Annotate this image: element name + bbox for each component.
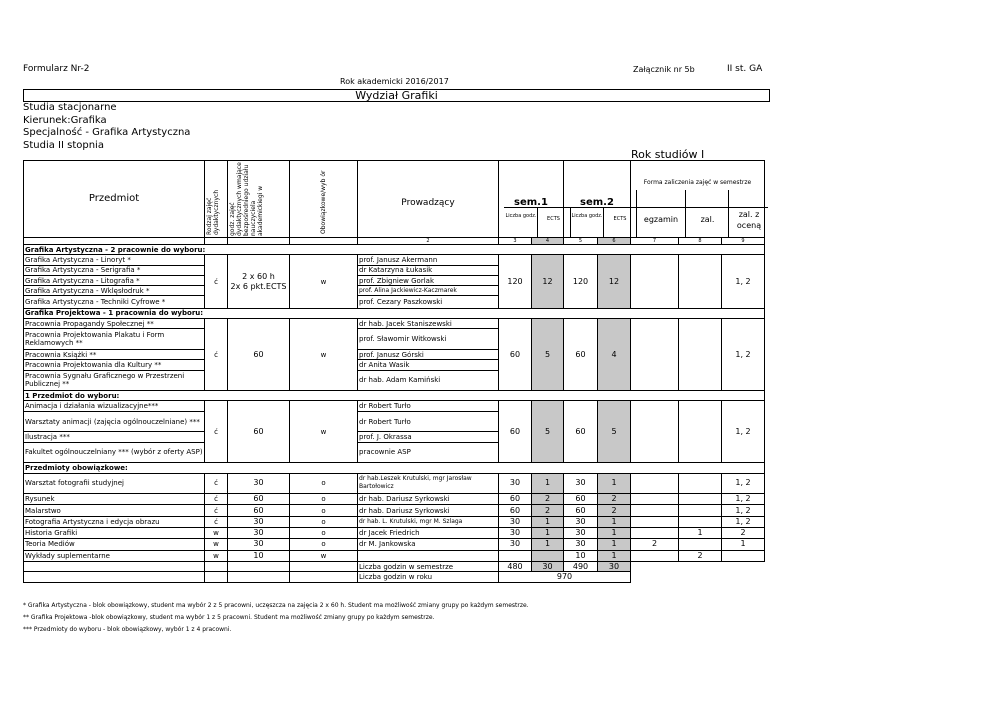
sem2-ects: 1 xyxy=(598,550,631,561)
class-hours: 30 xyxy=(228,473,290,494)
obligatory-flag: w xyxy=(290,401,358,463)
sem2-hours: 30 xyxy=(564,528,598,539)
subject-name: Pracownia Książki ** xyxy=(24,349,205,359)
class-type: ć xyxy=(205,494,228,505)
sem1-ects: 5 xyxy=(532,401,564,463)
header-sem2: sem.2 xyxy=(564,161,631,238)
sem2-hours-header: Liczba godz. xyxy=(571,213,603,219)
exam-cell xyxy=(631,494,679,505)
subject-name: Fakultet ogólnouczelniany *** (wybór z oferty ASP) xyxy=(24,442,205,463)
sem2-ects: 2 xyxy=(598,505,631,516)
empty-cell xyxy=(228,572,290,582)
exam-cell xyxy=(631,516,679,527)
subject-name: Pracownia Sygnału Graficznego w Przestrzeni Publicznej ** xyxy=(24,370,205,391)
class-type: ć xyxy=(205,255,228,308)
exam-cell: 2 xyxy=(631,539,679,550)
grade-cell: 1, 2 xyxy=(722,516,765,527)
pass-cell xyxy=(679,505,722,516)
sem1-hours: 120 xyxy=(499,255,532,308)
grade-header: zal. z oceną xyxy=(736,210,762,230)
year-total-label: Liczba godzin w roku xyxy=(358,572,499,582)
obligatory-flag: w xyxy=(290,319,358,391)
class-type: w xyxy=(205,528,228,539)
sem2-ects: 1 xyxy=(598,516,631,527)
exam-cell xyxy=(631,401,679,463)
subject-name: Teoria Mediów xyxy=(24,539,205,550)
empty-cell xyxy=(290,572,358,582)
group-title: Przedmioty obowiązkowe: xyxy=(24,463,765,473)
pass-cell: 2 xyxy=(679,550,722,561)
sem1-ects: 2 xyxy=(532,505,564,516)
teacher-name: prof. Alina Jackiewicz-Kaczmarek xyxy=(358,286,499,296)
subject-name: Fotografia Artystyczna i edycja obrazu xyxy=(24,516,205,527)
academic-year: Rok akademicki 2016/2017 xyxy=(340,77,449,86)
sem1-ects: 12 xyxy=(532,255,564,308)
teacher-name: prof. Sławomir Witkowski xyxy=(358,329,499,350)
sem2-ects: 5 xyxy=(598,401,631,463)
exam-cell xyxy=(631,528,679,539)
exam-header: egzamin xyxy=(643,215,679,224)
exam-cell xyxy=(631,550,679,561)
header-teacher: Prowadzący xyxy=(358,161,499,238)
column-number: 2 xyxy=(358,238,499,245)
teacher-name: dr hab. L. Krutulski, mgr M. Szlaga xyxy=(358,516,499,527)
year-of-study: Rok studiów I xyxy=(631,148,705,161)
class-type: w xyxy=(205,539,228,550)
grade-cell: 1, 2 xyxy=(722,255,765,308)
footnote-2: ** Grafika Projektowa -blok obowiązkowy, student ma wybór 1 z 5 pracowni. Student ma możliwość zmiany grupy po każdym semestrze. xyxy=(23,614,435,621)
table-row xyxy=(24,539,765,550)
sem2-ects-header: ECTS xyxy=(613,216,627,222)
teacher-name: prof. Janusz Górski xyxy=(358,349,499,359)
teacher-name: dr M. Jankowska xyxy=(358,539,499,550)
sem1-hours: 60 xyxy=(499,319,532,391)
obligatory-flag: o xyxy=(290,494,358,505)
teacher-name: dr Robert Turło xyxy=(358,411,499,432)
teacher-name: prof. J. Okrassa xyxy=(358,432,499,442)
column-number: 5 xyxy=(564,238,598,245)
grade-cell: 1 xyxy=(722,539,765,550)
header-subject: Przedmiot xyxy=(24,161,205,238)
subject-name: Grafika Artystyczna - Litografia * xyxy=(24,275,205,285)
subject-name: Grafika Artystyczna - Wklęsłodruk * xyxy=(24,286,205,296)
teacher-name: dr Katarzyna Łukasik xyxy=(358,265,499,275)
teacher-name: dr hab. Dariusz Syrkowski xyxy=(358,505,499,516)
pass-header: zal. xyxy=(700,215,715,224)
sem2-hours: 120 xyxy=(564,255,598,308)
class-hours: 2 x 60 h 2x 6 pkt.ECTS xyxy=(228,255,290,308)
class-hours: 30 xyxy=(228,528,290,539)
class-type: ć xyxy=(205,401,228,463)
grade-cell: 1, 2 xyxy=(722,401,765,463)
sem1-ects: 1 xyxy=(532,516,564,527)
sem2-hours: 10 xyxy=(564,550,598,561)
year-total-hours: 970 xyxy=(499,572,631,582)
study-level: II st. GA xyxy=(727,64,763,74)
sem1-hours xyxy=(499,550,532,561)
sem2-hours: 30 xyxy=(564,473,598,494)
obligatory-flag: w xyxy=(290,255,358,308)
attachment-number: Załącznik nr 5b xyxy=(633,65,695,74)
header-forms: Forma zaliczenia zajęć w semestrze xyxy=(631,161,765,238)
pass-cell xyxy=(679,255,722,308)
grade-cell: 1, 2 xyxy=(722,473,765,494)
empty-cell xyxy=(24,561,205,571)
pass-cell xyxy=(679,473,722,494)
table-row xyxy=(24,516,765,527)
sem1-hours: 30 xyxy=(499,528,532,539)
obligatory-flag: o xyxy=(290,473,358,494)
sem1-hours: 60 xyxy=(499,401,532,463)
sem1-total-ects: 30 xyxy=(532,561,564,571)
teacher-name: prof. Cezary Paszkowski xyxy=(358,296,499,308)
footnote-3: *** Przedmioty do wyboru - blok obowiązkowy, wybór 1 z 4 pracowni. xyxy=(23,626,232,633)
obligatory-flag: w xyxy=(290,550,358,561)
subject-name: Malarstwo xyxy=(24,505,205,516)
column-number: 8 xyxy=(679,238,722,245)
teacher-name: prof. Janusz Akermann xyxy=(358,255,499,265)
column-number: 7 xyxy=(631,238,679,245)
obligatory-flag: o xyxy=(290,516,358,527)
subject-name: Warsztat fotografii studyjnej xyxy=(24,473,205,494)
header-type: Rodzaj zajęć dydaktycznych xyxy=(206,189,220,235)
subject-name: Grafika Artystyczna - Serigrafia * xyxy=(24,265,205,275)
column-number: 4 xyxy=(532,238,564,245)
sem1-ects-header: ECTS xyxy=(547,216,560,222)
obligatory-flag: o xyxy=(290,528,358,539)
sem1-hours-header: Liczba godz. xyxy=(505,213,537,219)
sem1-hours: 30 xyxy=(499,473,532,494)
sem2-ects: 12 xyxy=(598,255,631,308)
class-type: ć xyxy=(205,319,228,391)
group-title: Grafika Artystyczna - 2 pracownie do wyboru: xyxy=(24,245,765,255)
sem1-ects: 1 xyxy=(532,528,564,539)
pass-cell xyxy=(679,516,722,527)
column-number: 3 xyxy=(499,238,532,245)
sem2-ects: 1 xyxy=(598,528,631,539)
teacher-name: dr hab. Adam Kamiński xyxy=(358,370,499,391)
sem2-ects: 1 xyxy=(598,539,631,550)
grade-cell: 1, 2 xyxy=(722,494,765,505)
subject-name: Warsztaty animacji (zajęcia ogólnouczelniane) *** xyxy=(24,411,205,432)
study-mode: Studia stacjonarne xyxy=(23,102,117,113)
table-row xyxy=(24,255,765,265)
empty-cell xyxy=(290,561,358,571)
obligatory-flag: o xyxy=(290,505,358,516)
study-degree: Studia II stopnia xyxy=(23,139,104,151)
class-hours: 30 xyxy=(228,516,290,527)
class-hours: 30 xyxy=(228,539,290,550)
teacher-name xyxy=(358,550,499,561)
form-number: Formularz Nr-2 xyxy=(23,64,90,74)
sem1-hours: 30 xyxy=(499,516,532,527)
empty-cell xyxy=(205,572,228,582)
table-row xyxy=(24,473,765,494)
study-field: Kierunek:Grafika xyxy=(23,114,107,126)
class-hours: 60 xyxy=(228,319,290,391)
subject-name: Ilustracja *** xyxy=(24,432,205,442)
sem1-total-hours: 480 xyxy=(499,561,532,571)
header-obligatory: Obowiązkowe/wyb ór xyxy=(320,170,327,234)
class-type: ć xyxy=(205,516,228,527)
sem2-hours: 60 xyxy=(564,319,598,391)
column-numbers-row xyxy=(23,237,768,244)
header-sem1: sem.1 xyxy=(499,161,564,238)
sem1-ects: 5 xyxy=(532,319,564,391)
teacher-name: dr hab. Jacek Staniszewski xyxy=(358,319,499,329)
class-hours: 60 xyxy=(228,505,290,516)
table-row xyxy=(24,401,765,411)
pass-cell: 1 xyxy=(679,528,722,539)
teacher-name: dr Robert Turło xyxy=(358,401,499,411)
grade-cell xyxy=(722,550,765,561)
subject-name: Pracownia Propagandy Społecznej ** xyxy=(24,319,205,329)
group-title: 1 Przedmiot do wyboru: xyxy=(24,391,765,401)
obligatory-flag: o xyxy=(290,539,358,550)
sem2-total-hours: 490 xyxy=(564,561,598,571)
teacher-name: dr Anita Wasik xyxy=(358,360,499,370)
table-row xyxy=(24,494,765,505)
group-title: Grafika Projektowa - 1 pracownia do wyboru: xyxy=(24,308,765,318)
subject-name: Pracownia Projektowania dla Kultury ** xyxy=(24,360,205,370)
subject-name: Historia Grafiki xyxy=(24,528,205,539)
sem2-ects: 4 xyxy=(598,319,631,391)
exam-cell xyxy=(631,473,679,494)
subject-name: Pracownia Projektowania Plakatu i Form Reklamowych ** xyxy=(24,329,205,350)
study-info xyxy=(23,102,190,152)
grade-cell: 2 xyxy=(722,528,765,539)
class-hours: 10 xyxy=(228,550,290,561)
empty-cell xyxy=(24,572,205,582)
teacher-name: dr hab. Dariusz Syrkowski xyxy=(358,494,499,505)
semester-total-label: Liczba godzin w semestrze xyxy=(358,561,499,571)
teacher-name: dr hab.Leszek Krutulski, mgr Jarosław Bartołowicz xyxy=(358,473,499,494)
subject-name: Wykłady suplementarne xyxy=(24,550,205,561)
empty-cell xyxy=(228,561,290,571)
table-row xyxy=(24,319,765,329)
header-hours: godz. zajęć dydaktycznych wmające bezpośredniego udziału nauczyciela akademickiegi w xyxy=(229,162,264,236)
faculty-title: Wydział Grafiki xyxy=(23,89,770,102)
sem2-ects: 1 xyxy=(598,473,631,494)
class-type: ć xyxy=(205,505,228,516)
sem1-hours: 60 xyxy=(499,505,532,516)
footnote-1: * Grafika Artystyczna - blok obowiązkowy, student ma wybór 2 z 5 pracowni, uczęszcza na zajęcia 2 x 60 h. Student ma możliwość zmiany grupy po każdym semestrze. xyxy=(23,602,529,609)
grade-cell: 1, 2 xyxy=(722,505,765,516)
class-type: w xyxy=(205,550,228,561)
table-row xyxy=(24,550,765,561)
subject-name: Grafika Artystyczna - Techniki Cyfrowe * xyxy=(24,296,205,308)
sem2-hours: 60 xyxy=(564,494,598,505)
sem1-ects xyxy=(532,550,564,561)
study-specialty: Specjalność - Grafika Artystyczna xyxy=(23,127,191,138)
sem1-hours: 60 xyxy=(499,494,532,505)
sem2-total-ects: 30 xyxy=(598,561,631,571)
exam-cell xyxy=(631,319,679,391)
pass-cell xyxy=(679,401,722,463)
subject-name: Rysunek xyxy=(24,494,205,505)
teacher-name: pracownie ASP xyxy=(358,442,499,463)
pass-cell xyxy=(679,539,722,550)
column-number: 9 xyxy=(722,238,765,245)
sem1-ects: 2 xyxy=(532,494,564,505)
class-hours: 60 xyxy=(228,401,290,463)
sem1-ects: 1 xyxy=(532,473,564,494)
pass-cell xyxy=(679,319,722,391)
sem1-ects: 1 xyxy=(532,539,564,550)
grade-cell: 1, 2 xyxy=(722,319,765,391)
sem2-hours: 60 xyxy=(564,401,598,463)
sem2-hours: 30 xyxy=(564,539,598,550)
table-row xyxy=(24,528,765,539)
sem2-hours: 30 xyxy=(564,516,598,527)
sem1-hours: 30 xyxy=(499,539,532,550)
sem2-ects: 2 xyxy=(598,494,631,505)
teacher-name: dr Jacek Friedrich xyxy=(358,528,499,539)
table-row xyxy=(24,505,765,516)
empty-cell xyxy=(205,561,228,571)
subject-name: Animacja i działania wizualizacyjne*** xyxy=(24,401,205,411)
pass-cell xyxy=(679,494,722,505)
class-hours: 60 xyxy=(228,494,290,505)
exam-cell xyxy=(631,505,679,516)
exam-cell xyxy=(631,255,679,308)
teacher-name: prof. Zbigniew Gorlak xyxy=(358,275,499,285)
subject-name: Grafika Artystyczna - Linoryt * xyxy=(24,255,205,265)
class-type: ć xyxy=(205,473,228,494)
column-number: 6 xyxy=(598,238,631,245)
sem2-hours: 60 xyxy=(564,505,598,516)
